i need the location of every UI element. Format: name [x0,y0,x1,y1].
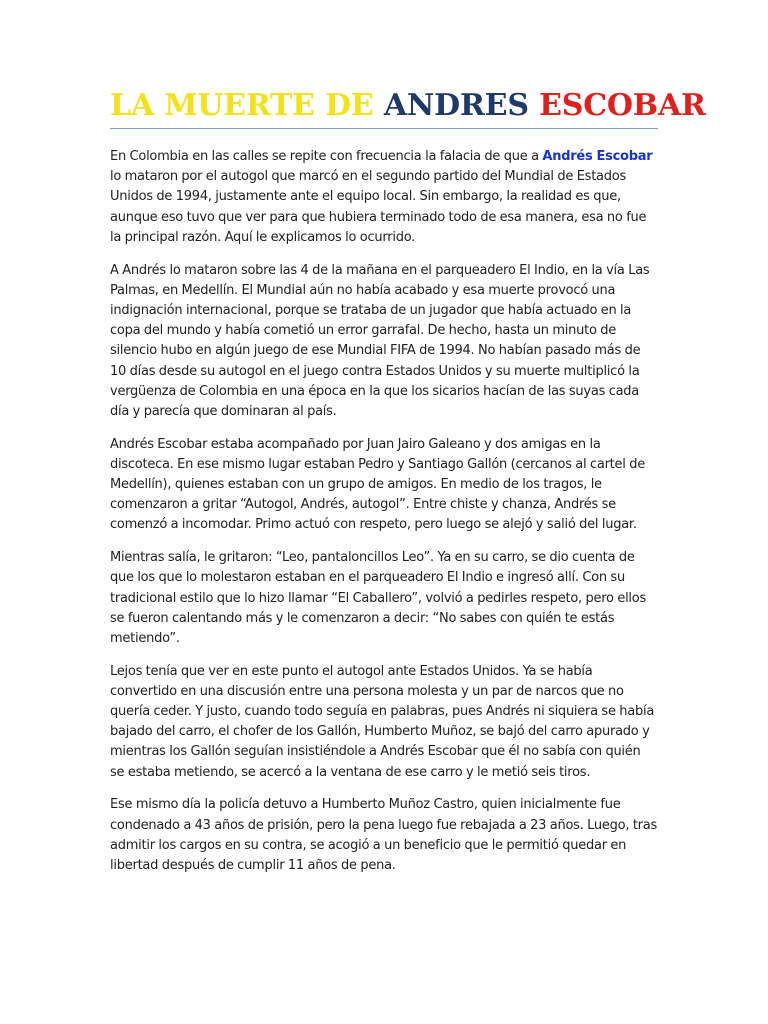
title-underline-rule [110,128,658,129]
paragraph-discoteca: Andrés Escobar estaba acompañado por Juan Jairo Galeano y dos amigas en la discoteca. En ese mismo lugar estaban Pedro y Santiago Gallón (cercanos al cartel de Medellín), quienes estaban con un grupo de amigos. En medio de los tragos, le comenzaron a gritar “Autogol, Andrés, autogol”. Entre chiste y chanza, Andrés se comenzó a incomodar. Primo actuó con respeto, pero luego se alejó y salió del lugar. [110,436,645,533]
title-part-andres: ANDRES [383,88,529,123]
document-title [110,86,706,128]
title-part-la-muerte-de: LA MUERTE DE [110,88,374,123]
paragraph-shooting: Lejos tenía que ver en este punto el autogol ante Estados Unidos. Ya se había convertido en una discusión entre una persona molesta y un par de narcos que no quería ceder. Y justo, cuando todo seguía en palabras, pues Andrés ni siquiera se había bajado del carro, el chofer de los Gallón, Humberto Muñoz, se bajó del carro apurado y mientras los Gallón seguían insistiéndole a Andrés Escobar que él no sabía con quién se estaba metiendo, se acercó a la ventana de ese carro y le metió seis tiros. [110,663,655,780]
paragraph-sentence: Ese mismo día la policía detuvo a Humberto Muñoz Castro, quien inicialmente fue condenado a 43 años de prisión, pero la pena luego fue rebajada a 23 años. Luego, tras admitir los cargos en su contra, se acogió a un beneficio que le permitió quedar en libertad después de cumplir 11 años de pena. [110,797,658,873]
title-part-escobar: ESCOBAR [539,88,706,123]
paragraph-parqueadero: Mientras salía, le gritaron: “Leo, pantaloncillos Leo”. Ya en su carro, se dio cuenta de que los que lo molestaron estaban en el parqueadero El Indio e ingresó allí. Con su tradicional estilo que lo hizo llamar “El Caballero”, volvió a pedirles respeto, pero ellos se fueron calentando más y le comenzaron a decir: “No sabes con quién te estás metiendo”. [110,550,647,646]
paragraph-intro-before: En Colombia en las calles se repite con frecuencia la falacia de que a [110,149,543,164]
andres-escobar-link[interactable]: Andrés Escobar [542,149,653,164]
paragraph-death: A Andrés lo mataron sobre las 4 de la mañana en el parqueadero El Indio, en la vía Las Palmas, en Medellín. El Mundial aún no había acabado y esa muerte provocó una indignación internacional, porque se trataba de un jugador que había actuado en la copa del mundo y había cometió un error garrafal. De hecho, hasta un minuto de silencio hubo en algún juego de ese Mundial FIFA de 1994. No habían pasado más de 10 días desde su autogol en el juego contra Estados Unidos y su muerte multiplicó la vergüenza de Colombia en una época en la que los sicarios hacían de las suyas cada día y parecía que dominaran al país. [110,262,650,419]
paragraph-intro [110,147,658,248]
paragraph-intro-after: lo mataron por el autogol que marcó en el segundo partido del Mundial de Estados Unidos de 1994, justamente ante el equipo local. Sin embargo, la realidad es que, aunque eso tuvo que ver para que hubiera terminado todo de esa manera, esa no fue la principal razón. Aquí le explicamos lo ocurrido. [110,169,647,245]
document-page [110,86,706,889]
